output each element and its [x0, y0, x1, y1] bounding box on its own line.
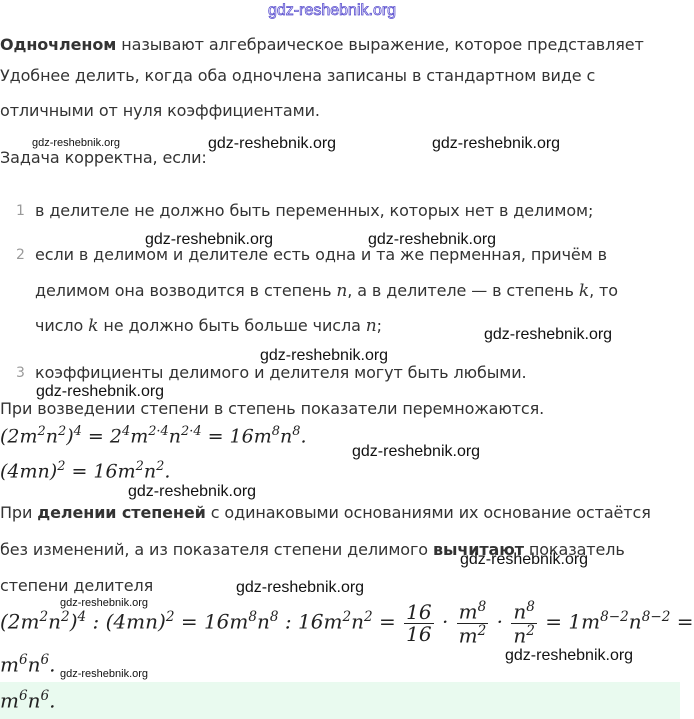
watermark-small: gdz-reshebnik.org [32, 137, 121, 149]
watermark: gdz-reshebnik.org [208, 135, 337, 152]
condition-2-text: , то [589, 281, 618, 300]
watermark: gdz-reshebnik.org [36, 383, 165, 400]
formula-power-2: $(4mn)^2 = 16m^2n^2$. [0, 459, 171, 483]
watermark: gdz-reshebnik.org [236, 579, 365, 596]
task-title: Задача корректна, если: [0, 148, 207, 167]
condition-2-line-3: число k не должно быть больше числа n; [35, 316, 382, 336]
formula-division-result: $m^6n^6$. [0, 652, 56, 677]
variable-n: n [365, 316, 377, 336]
fraction: $\frac{m^8}{m^2}$ [458, 599, 487, 648]
list-number-3: 3 [16, 365, 25, 381]
power-rule-text: При возведении степени в степень показатели перемножаются. [0, 399, 545, 418]
watermark: gdz-reshebnik.org [505, 647, 634, 664]
definition-text: называют алгебраическое выражение, которое представляет [121, 35, 644, 54]
condition-3-text: коэффициенты делимого и делителя могут быть любыми. [35, 363, 527, 382]
intro-line-3: отличными от нуля коэффициентами. [0, 101, 320, 120]
division-rule-text: показатель [528, 540, 625, 559]
watermark: gdz-reshebnik.org [368, 231, 497, 248]
formula-power-1: $(2m^2n^2)^4 = 2^4m^{2\cdot 4}n^{2\cdot 4} = 16m^8n^8$. [0, 424, 307, 448]
condition-1-text: в делителе не должно быть переменных, которых нет в делимом; [35, 201, 594, 220]
watermark: gdz-reshebnik.org [145, 231, 274, 248]
watermark-small: gdz-reshebnik.org [60, 597, 149, 609]
fraction: $\frac{n^8}{n^2}$ [513, 599, 535, 648]
division-rule-line-1 [0, 503, 651, 522]
division-rule-text: При [0, 503, 33, 522]
watermark: gdz-reshebnik.org [460, 551, 589, 568]
list-number-2: 2 [16, 247, 25, 263]
fraction: $\frac{16}{16}$ [406, 599, 432, 646]
list-number-1: 1 [16, 203, 25, 219]
condition-2-line-1: если в делимом и делителе есть одна и та же перменная, причём в [35, 245, 607, 264]
watermark-small: gdz-reshebnik.org [60, 668, 149, 680]
condition-2-text: , а в делителе — в степень [347, 281, 574, 300]
answer-box [0, 682, 680, 719]
watermark-top: gdz-reshebnik.org [268, 2, 397, 19]
intro-line-1 [0, 35, 644, 54]
division-rule-text: с одинаковыми основаниями их основание остаётся [210, 503, 651, 522]
division-rule-line-3: степени делителя [0, 576, 154, 595]
variable-n: n [336, 281, 348, 301]
watermark: gdz-reshebnik.org [484, 326, 613, 343]
division-rule-bold: делении степеней [37, 503, 206, 522]
watermark: gdz-reshebnik.org [432, 135, 561, 152]
intro-line-2: Удобнее делить, когда оба одночлена записаны в стандартном виде с [0, 66, 596, 85]
definition-term: Одночленом [0, 35, 117, 54]
watermark: gdz-reshebnik.org [260, 347, 389, 364]
watermark: gdz-reshebnik.org [128, 483, 257, 500]
condition-2-line-2 [35, 281, 618, 301]
formula-division: $(2m^2n^2)^4$ : $(4mn)^2 = 16m^8n^8$ : $16m^2n^2$ = $\frac{16}{16}$ · $\frac{m^8}{m^2}$ · $\frac{n^8}{n^2}$ = $1m^{8-2}n^{8-2}$ = [0, 599, 694, 648]
variable-k: k [88, 316, 99, 336]
division-rule-text: без изменений, а из показателя степени делимого [0, 540, 428, 559]
condition-2-text: число [35, 316, 84, 335]
division-rule-bold: вычитают [432, 540, 524, 559]
answer-value: $m^6n^6$. [0, 688, 56, 713]
condition-2-text: делимом она возводится в степень [35, 281, 332, 300]
condition-2-text: не должно быть больше числа [103, 316, 361, 335]
watermark: gdz-reshebnik.org [352, 443, 481, 460]
variable-k: k [578, 281, 590, 301]
